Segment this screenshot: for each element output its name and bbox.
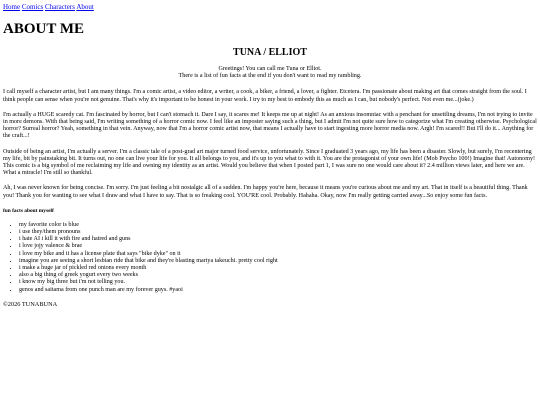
list-item: • i make a huge jar of pickled red onions every month xyxy=(19,265,537,272)
list-item: • imagine you are seeing a short lesbian ride that bike and they're blasting mariya takeuchi. pretty cool right xyxy=(19,258,537,265)
list-item: • my favorite color is blue xyxy=(19,222,537,229)
intro xyxy=(3,66,537,80)
nav-link-characters[interactable]: Characters xyxy=(45,3,75,11)
paragraph-2: I'm actually a HUGE scaredy cat. I'm fascinated by horror, but I can't stomach it. Dare I say, it scares me! It keeps me up at night! As an anxious insomniac with a penchant for unsettling dreams, I'm not trying to invite in more demons. With that being said, I'm writing something of a horror comic now. I feel like an imposter saying such a thing, but I admit I'm not quite sure how to categorize what I'm creating otherwise. Psychological horror? Surreal horror? Yeah, something in that vein. Anyway, now that I'm a horror comic artist now, that means I actually have to start ingesting more horror media now. Argh! I'm scared!! But I'll do it... Anything for the craft...! xyxy=(3,111,537,140)
intro-line-2: There is a list of fun facts at the end if you don't want to read my rambling. xyxy=(178,73,362,80)
top-nav xyxy=(3,3,537,11)
fun-facts-heading: fun facts about myself xyxy=(3,207,54,214)
list-item: • genos and saitama from one punch man are my forever guys. #yaoi xyxy=(19,287,537,294)
list-item: • also a big thing of greek yogurt every two weeks xyxy=(19,272,537,279)
list-item: • i love jojy valence & brae xyxy=(19,243,537,250)
nav-link-comics[interactable]: Comics xyxy=(21,3,44,11)
list-item: • i know my big three but i'm not telling you. xyxy=(19,279,537,286)
paragraph-3: Outside of being an artist, I'm actually a server. I'm a classic tale of a post-grad art major turned food service, unfortunately. Since I graduated 3 years ago, my life has been a disaster. Slowly, but surely, I'm recentering my life, bit by painstaking bit. It turns out, no one can live your life for you. It all belongs to you, and it's up to you what to with it. You are the protagonist of your own life! (Mob Psycho 100!) Imagine that! Autonomy! This comic is a big symbol of me reclaiming my life and owning my identity as an artist. Would you believe that when I posted part 1, I was sure no one would care about it? 2.4 million views later, and here we are. What a miracle! I'm still so thankful. xyxy=(3,148,536,177)
page-title: ABOUT ME xyxy=(3,21,84,37)
footer-copyright: ©2026 TUNABUNA xyxy=(3,300,58,308)
paragraph-4: Ah, I was never known for being concise. I'm sorry. I'm just feeling a bit nostalgic all of a sudden. I'm happy you're here, because it means you're curious about me and my art. That in itself is a beautiful thing. Thank you! Thank you for wanting to see what I draw and what I have to say. That is so freaking cool. YOU'RE cool. Probably. Hahaha. Okay, now I'm really getting carried away...So enjoy some fun facts. xyxy=(3,185,528,199)
list-item: • i use they/them pronouns xyxy=(19,229,537,236)
fun-facts-list xyxy=(3,222,537,294)
intro-line-1: Greetings! You can call me Tuna or Elliot. xyxy=(218,66,322,72)
nav-link-home[interactable]: Home xyxy=(3,3,21,11)
section-title: TUNA / ELLIOT xyxy=(233,47,307,58)
list-item: • i love my bike and it has a license plate that says "bike dyke" on it xyxy=(19,251,537,258)
list-item: • i hate AI i kill it with fire and hatred and guns xyxy=(19,236,537,243)
nav-link-about[interactable]: About xyxy=(76,3,94,11)
paragraph-1: I call myself a character artist, but I am many things. I'm a comic artist, a video editor, a writer, a cook, a biker, a friend, a lover, a fighter. Etcetera. I'm passionate about making art that comes straight from the soul. I think people can sense when you're not genuine. That's why it's important to be honest in your work. I try to my best to embody this as much as I can, but nobody's perfect. Not even me...(joke.) xyxy=(3,89,527,103)
